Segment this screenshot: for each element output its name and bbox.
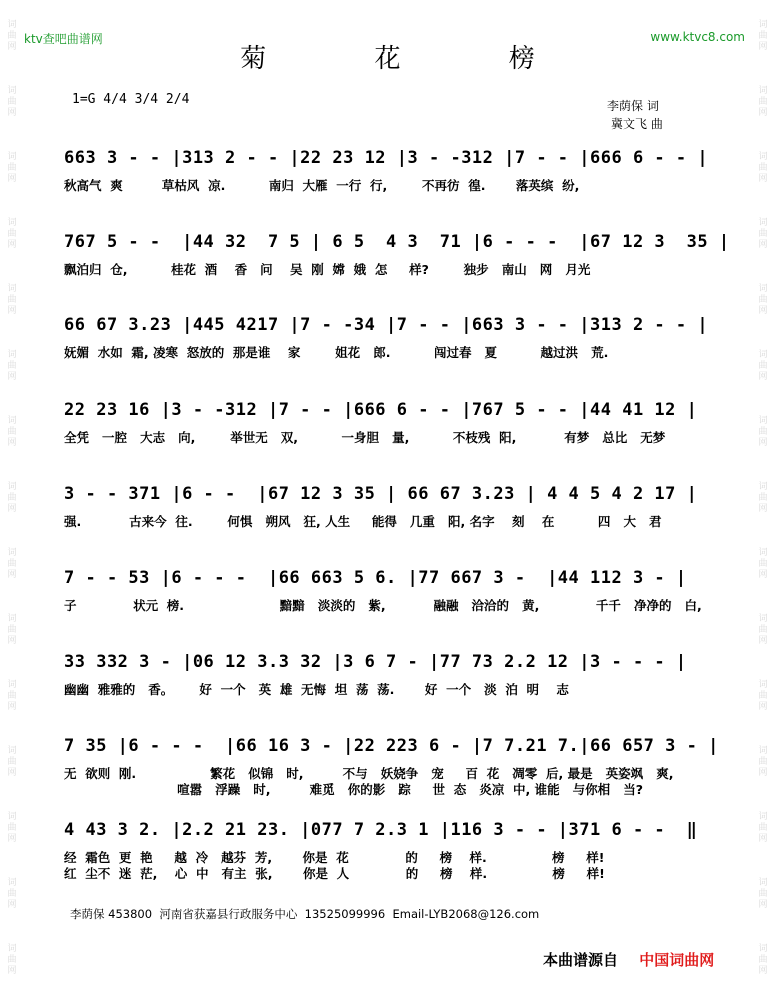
lyric-line: 全凭 一腔 大志 向, 举世无 双, 一身胆 量, 不枝残 阳, 有梦 总比 无梦 (64, 430, 666, 445)
notation-line: 4 43 3 2. |2.2 21 23. |077 7 2.3 1 |116 3 - - |371 6 - - ‖ (64, 820, 698, 840)
lyric-line: 子 状元 榜. 黯黯 淡淡的 紫, 融融 洽洽的 黄, 千千 净净的 白, (64, 598, 702, 613)
score-system (64, 313, 714, 393)
watermark-column-right (753, 0, 773, 997)
watermark-text: 词 曲 网 (758, 746, 768, 778)
watermark-text: 词 曲 网 (758, 944, 768, 976)
lyric-line: 幽幽 雅雅的 香。 好 一个 英 雄 无悔 坦 荡 荡. 好 一个 淡 泊 明 志 (64, 682, 569, 697)
watermark-text: 词 曲 网 (7, 20, 17, 52)
lyric-line: 秋高气 爽 草枯风 凉. 南归 大雁 一行 行, 不再彷 徨. 落英缤 纷, (64, 178, 580, 193)
composer-credit: 冀文飞 曲 (611, 117, 663, 131)
watermark-text: 词 曲 网 (7, 218, 17, 250)
watermark-text: 词 曲 网 (758, 20, 768, 52)
notation-line: 767 5 - - |44 32 7 5 | 6 5 4 3 71 |6 - - - |67 12 3 35 | (64, 232, 730, 252)
watermark-text: 词 曲 网 (758, 878, 768, 910)
watermark-text: 词 曲 网 (758, 416, 768, 448)
site-link-left[interactable]: ktv查吧曲谱网 (24, 32, 103, 46)
lyric-line: 无 欲则 刚. 繁花 似锦 时, 不与 妖娆争 宠 百 花 凋零 后, 最是 英姿飒 爽, (64, 766, 674, 781)
source-brand-link[interactable]: 中国词曲网 (639, 951, 715, 969)
watermark-text: 词 曲 网 (7, 878, 17, 910)
watermark-column-left (2, 0, 22, 997)
watermark-text: 词 曲 网 (7, 416, 17, 448)
notation-line: 33 332 3 - |06 12 3.3 32 |3 6 7 - |77 73 2.2 12 |3 - - - | (64, 652, 687, 672)
watermark-text: 词 曲 网 (7, 680, 17, 712)
watermark-text: 词 曲 网 (758, 812, 768, 844)
source-label: 本曲谱源自 (543, 951, 619, 969)
watermark-text: 词 曲 网 (7, 284, 17, 316)
watermark-text: 词 曲 网 (7, 152, 17, 184)
notation-line: 3 - - 371 |6 - - |67 12 3 35 | 66 67 3.23 | 4 4 5 4 2 17 | (64, 484, 698, 504)
author-contact: 李荫保 453800 河南省获嘉县行政服务中心 13525099996 Email-LYB2068@126.com (70, 907, 540, 921)
lyric-line: 妩媚 水如 霜, 凌寒 怒放的 那是谁 家 姐花 郎. 闯过春 夏 越过洪 荒. (64, 345, 609, 360)
watermark-text: 词 曲 网 (7, 86, 17, 118)
watermark-text: 词 曲 网 (7, 944, 17, 976)
watermark-text: 词 曲 网 (758, 284, 768, 316)
score-system (64, 146, 714, 226)
watermark-text: 词 曲 网 (7, 746, 17, 778)
watermark-text: 词 曲 网 (7, 614, 17, 646)
notation-line: 7 - - 53 |6 - - - |66 663 5 6. |77 667 3 - |44 112 3 - | (64, 568, 687, 588)
watermark-text: 词 曲 网 (758, 614, 768, 646)
notation-line: 22 23 16 |3 - -312 |7 - - |666 6 - - |767 5 - - |44 41 12 | (64, 400, 698, 420)
lyric-line-2: 红 尘不 迷 茫, 心 中 有主 张, 你是 人 的 榜 样. 榜 样! (64, 866, 605, 881)
watermark-text: 词 曲 网 (758, 680, 768, 712)
watermark-text: 词 曲 网 (758, 482, 768, 514)
watermark-text: 词 曲 网 (7, 350, 17, 382)
lyricist-credit: 李荫保 词 (607, 99, 659, 113)
notation-line: 7 35 |6 - - - |66 16 3 - |22 223 6 - |7 7.21 7.|66 657 3 - | (64, 736, 719, 756)
lyric-line: 经 霜色 更 艳 越 冷 越芬 芳, 你是 花 的 榜 样. 榜 样! (64, 850, 605, 865)
score-system (64, 650, 714, 730)
score-system (64, 482, 714, 562)
watermark-text: 词 曲 网 (7, 482, 17, 514)
notation-line: 66 67 3.23 |445 4217 |7 - -34 |7 - - |663 3 - - |313 2 - - | (64, 315, 709, 335)
watermark-text: 词 曲 网 (758, 548, 768, 580)
score-system (64, 734, 719, 814)
key-and-meter: 1=G 4/4 3/4 2/4 (72, 92, 190, 107)
score-system (64, 566, 714, 646)
score-system (64, 398, 714, 478)
watermark-text: 词 曲 网 (758, 152, 768, 184)
score-system (64, 818, 714, 898)
watermark-text: 词 曲 网 (7, 812, 17, 844)
watermark-text: 词 曲 网 (758, 350, 768, 382)
watermark-text: 词 曲 网 (758, 86, 768, 118)
lyric-line-2: 喧嚣 浮躁 时, 难觅 你的影 踪 世 态 炎凉 中, 谁能 与你相 当? (64, 782, 643, 797)
lyric-line: 强. 古来今 往. 何惧 朔风 狂, 人生 能得 几重 阳, 名字 刻 在 四 大 君 (64, 514, 662, 529)
score-system (64, 230, 730, 310)
site-link-right[interactable]: www.ktvc8.com (650, 30, 745, 44)
credits (607, 97, 663, 133)
source-attribution (543, 949, 714, 970)
song-title: 菊 花 榜 (240, 44, 585, 74)
watermark-text: 词 曲 网 (7, 548, 17, 580)
notation-line: 663 3 - - |313 2 - - |22 23 12 |3 - -312 |7 - - |666 6 - - | (64, 148, 709, 168)
watermark-text: 词 曲 网 (758, 218, 768, 250)
lyric-line: 飘泊归 仓, 桂花 酒 香 问 吴 刚 嫦 娥 怎 样? 独步 南山 网 月光 (64, 262, 591, 277)
